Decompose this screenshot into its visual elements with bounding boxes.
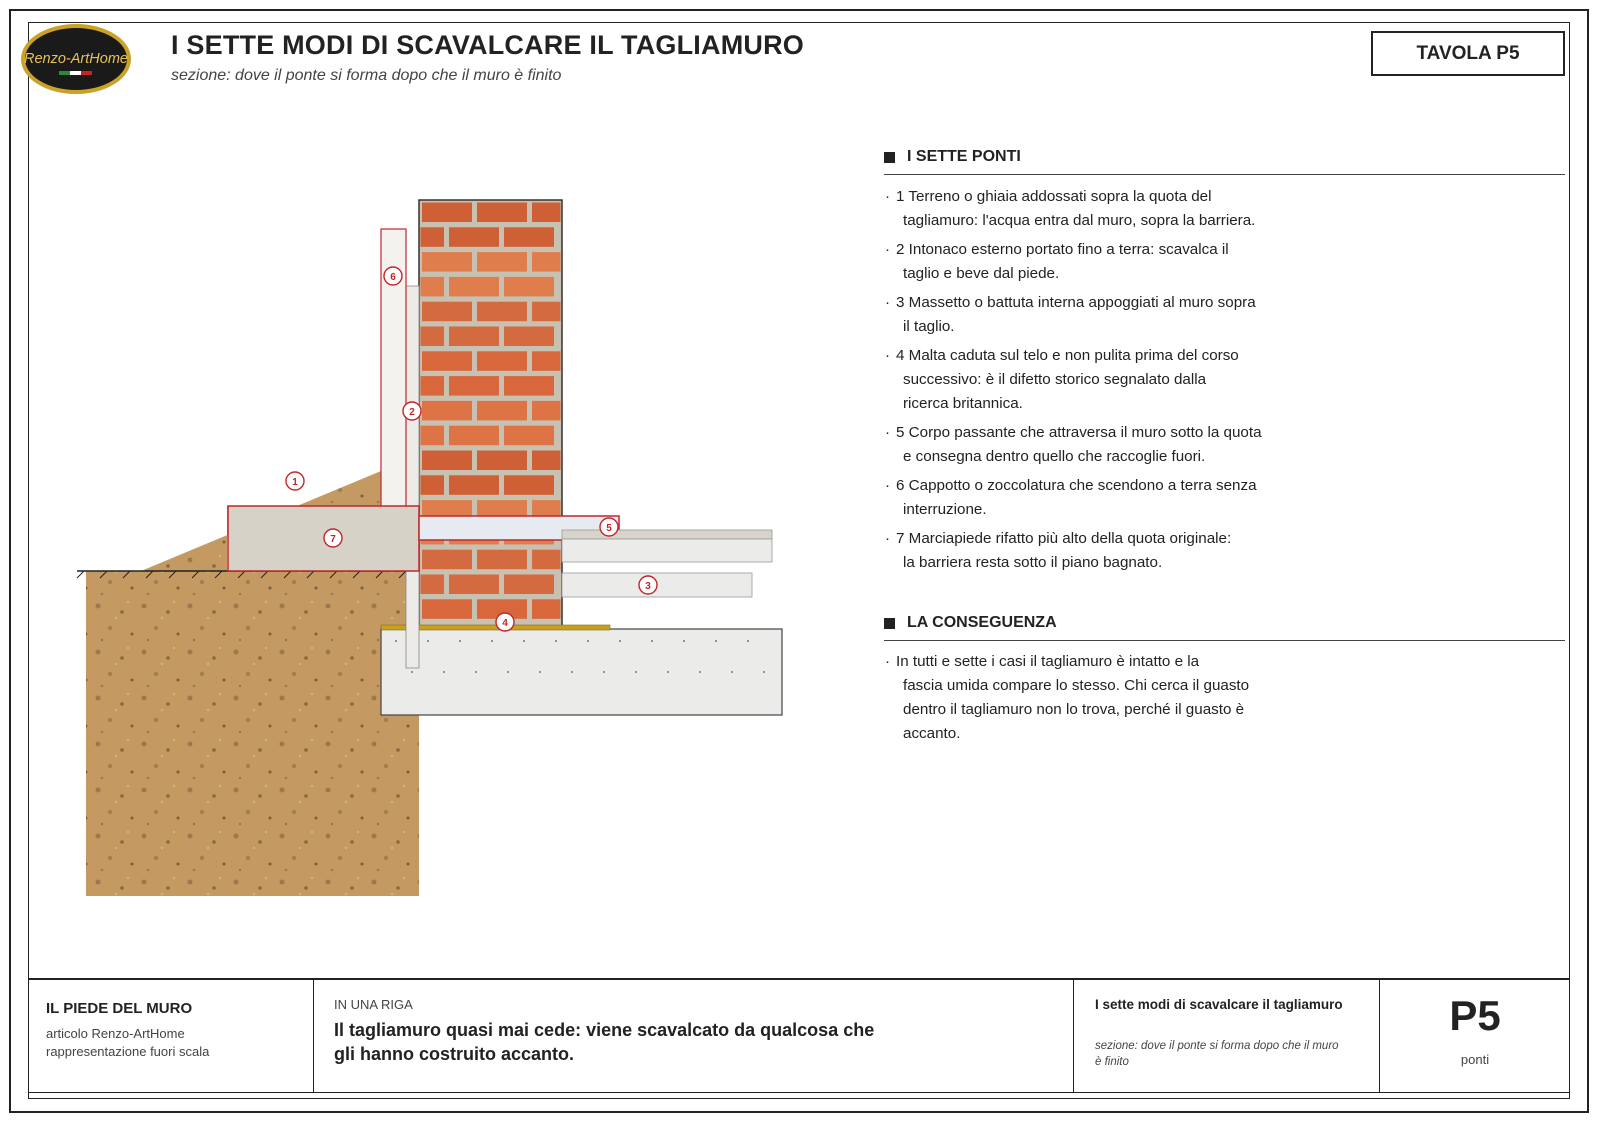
list-item-line: ricerca britannica. — [903, 395, 1023, 412]
title-block-cell-article — [28, 980, 314, 1092]
brick — [532, 351, 561, 371]
brick — [504, 227, 554, 247]
bullet-dot-icon: · — [885, 477, 891, 494]
title-block-cell-summary — [314, 980, 1074, 1092]
brick — [449, 426, 499, 446]
ponti-heading-text: I SETTE PONTI — [907, 148, 1021, 165]
brick — [477, 203, 527, 223]
heading-square-icon — [884, 618, 895, 629]
list-item-line: interruzione. — [903, 501, 987, 518]
title-block-cell-code — [1380, 980, 1570, 1092]
marker-6 — [384, 267, 402, 285]
sheet-badge: TAVOLA P5 — [1371, 31, 1565, 76]
brick — [504, 376, 554, 396]
brick — [422, 550, 472, 570]
brick — [421, 327, 445, 347]
list-item-line: la barriera resta sotto il piano bagnato. — [903, 554, 1163, 571]
ponti-heading — [884, 148, 1565, 175]
brick — [477, 302, 527, 322]
list-item-line: In tutti e sette i casi il tagliamuro è intatto e la — [896, 653, 1200, 670]
conseguenza-list — [885, 650, 1315, 751]
brick — [421, 277, 445, 297]
brick — [532, 252, 561, 272]
brick — [532, 599, 561, 619]
brick — [504, 475, 554, 495]
brick — [477, 351, 527, 371]
list-item-line: dentro il tagliamuro non lo trova, perché il guasto è — [903, 701, 1245, 718]
list-item-line: 7 Marciapiede rifatto più alto della quota originale: — [896, 530, 1232, 547]
heading-square-icon — [884, 152, 895, 163]
marker-3 — [639, 576, 657, 594]
brick — [449, 227, 499, 247]
footer-sheet-code: P5 — [1449, 992, 1501, 1039]
external-render — [406, 286, 419, 668]
list-item — [885, 291, 1315, 339]
brick — [421, 475, 445, 495]
list-item-line: e consegna dentro quello che raccoglie fuori. — [903, 448, 1206, 465]
list-item-line: 1 Terreno o ghiaia addossati sopra la quota del — [896, 188, 1212, 205]
marker-4 — [496, 613, 514, 631]
list-item — [885, 185, 1315, 233]
footer-article-title: IL PIEDE DEL MURO — [46, 1000, 193, 1017]
brick — [504, 426, 554, 446]
footer-summary-label: IN UNA RIGA — [334, 997, 413, 1012]
brick — [504, 277, 554, 297]
brick — [421, 426, 445, 446]
bullet-dot-icon: · — [885, 347, 891, 364]
svg-text:1: 1 — [292, 477, 298, 488]
bullet-dot-icon: · — [885, 294, 891, 311]
page-subtitle: sezione: dove il ponte si forma dopo che il muro è finito — [171, 67, 562, 84]
brick — [422, 451, 472, 471]
bullet-dot-icon: · — [885, 424, 891, 441]
bullet-dot-icon: · — [885, 241, 891, 258]
brick — [449, 475, 499, 495]
list-item — [885, 474, 1315, 522]
ponti-list — [885, 185, 1315, 580]
marker-7 — [324, 529, 342, 547]
foundation-slab — [381, 629, 782, 715]
list-item-line: successivo: è il difetto storico segnalato dalla — [903, 371, 1207, 388]
list-item — [885, 238, 1315, 286]
title-block — [28, 978, 1570, 1093]
brick — [477, 401, 527, 421]
svg-text:6: 6 — [390, 272, 396, 283]
list-item — [885, 527, 1315, 575]
brick — [422, 302, 472, 322]
brick — [504, 575, 554, 595]
list-item-line: 3 Massetto o battuta interna appoggiati al muro sopra — [896, 294, 1256, 311]
brick — [421, 227, 445, 247]
logo-text: Renzo-ArtHome — [24, 51, 128, 67]
svg-text:7: 7 — [330, 534, 336, 545]
brick — [532, 302, 561, 322]
list-item-line: 2 Intonaco esterno portato fino a terra: scavalca il — [896, 241, 1229, 258]
brick — [504, 327, 554, 347]
svg-text:4: 4 — [502, 618, 508, 629]
list-item — [885, 421, 1315, 469]
footer-article-line2: rappresentazione fuori scala — [46, 1044, 210, 1059]
footer-summary-text: Il tagliamuro quasi mai cede: viene scavalcato da qualcosa che gli hanno costruito accanto. — [334, 1020, 875, 1064]
brick — [449, 575, 499, 595]
brick — [532, 203, 561, 223]
brick-courses — [421, 203, 561, 619]
brick — [449, 327, 499, 347]
list-item-line: accanto. — [903, 725, 961, 742]
footer-sheet-title: I sette modi di scavalcare il tagliamuro — [1095, 997, 1343, 1012]
list-item-line: 6 Cappotto o zoccolatura che scendono a terra senza — [896, 477, 1257, 494]
list-item — [885, 650, 1315, 746]
bullet-dot-icon: · — [885, 653, 891, 670]
brick — [422, 401, 472, 421]
bullet-dot-icon: · — [885, 188, 891, 205]
title-block-cell-sheet — [1074, 980, 1380, 1092]
list-item-line: il taglio. — [903, 318, 955, 335]
brick — [477, 550, 527, 570]
footer-sheet-subtitle: sezione: dove il ponte si forma dopo che il muro è finito — [1095, 1040, 1339, 1068]
brick — [477, 252, 527, 272]
conseguenza-heading — [884, 614, 1565, 641]
list-item-line: 4 Malta caduta sul telo e non pulita prima del corso — [896, 347, 1239, 364]
svg-text:3: 3 — [645, 581, 651, 592]
page-title: I SETTE MODI DI SCAVALCARE IL TAGLIAMURO — [171, 30, 804, 60]
list-item — [885, 344, 1315, 416]
brick — [449, 277, 499, 297]
conseguenza-heading-text: LA CONSEGUENZA — [907, 614, 1057, 631]
brick — [421, 575, 445, 595]
list-item-line: fascia umida compare lo stesso. Chi cerca il guasto — [903, 677, 1250, 694]
brick — [532, 451, 561, 471]
list-item-line: tagliamuro: l'acqua entra dal muro, sopra la barriera. — [903, 212, 1256, 229]
svg-text:2: 2 — [409, 407, 415, 418]
brick — [422, 351, 472, 371]
brick — [422, 252, 472, 272]
brick — [477, 451, 527, 471]
brick — [422, 599, 472, 619]
bullet-dot-icon: · — [885, 530, 891, 547]
marker-2 — [403, 402, 421, 420]
brick — [532, 401, 561, 421]
footer-sheet-code-label: ponti — [1460, 1052, 1490, 1067]
marker-1 — [286, 472, 304, 490]
brick — [449, 376, 499, 396]
brick — [422, 203, 472, 223]
svg-text:5: 5 — [606, 523, 612, 534]
interior-floor-finish — [562, 530, 772, 539]
brick — [421, 376, 445, 396]
list-item-line: 5 Corpo passante che attraversa il muro sotto la quota — [896, 424, 1262, 441]
marker-5 — [600, 518, 618, 536]
list-item-line: taglio e beve dal piede. — [903, 265, 1060, 282]
soil-mass — [86, 571, 419, 896]
footer-article-line1: articolo Renzo-ArtHome — [46, 1026, 185, 1041]
brick — [532, 550, 561, 570]
interior-screed — [562, 539, 772, 562]
